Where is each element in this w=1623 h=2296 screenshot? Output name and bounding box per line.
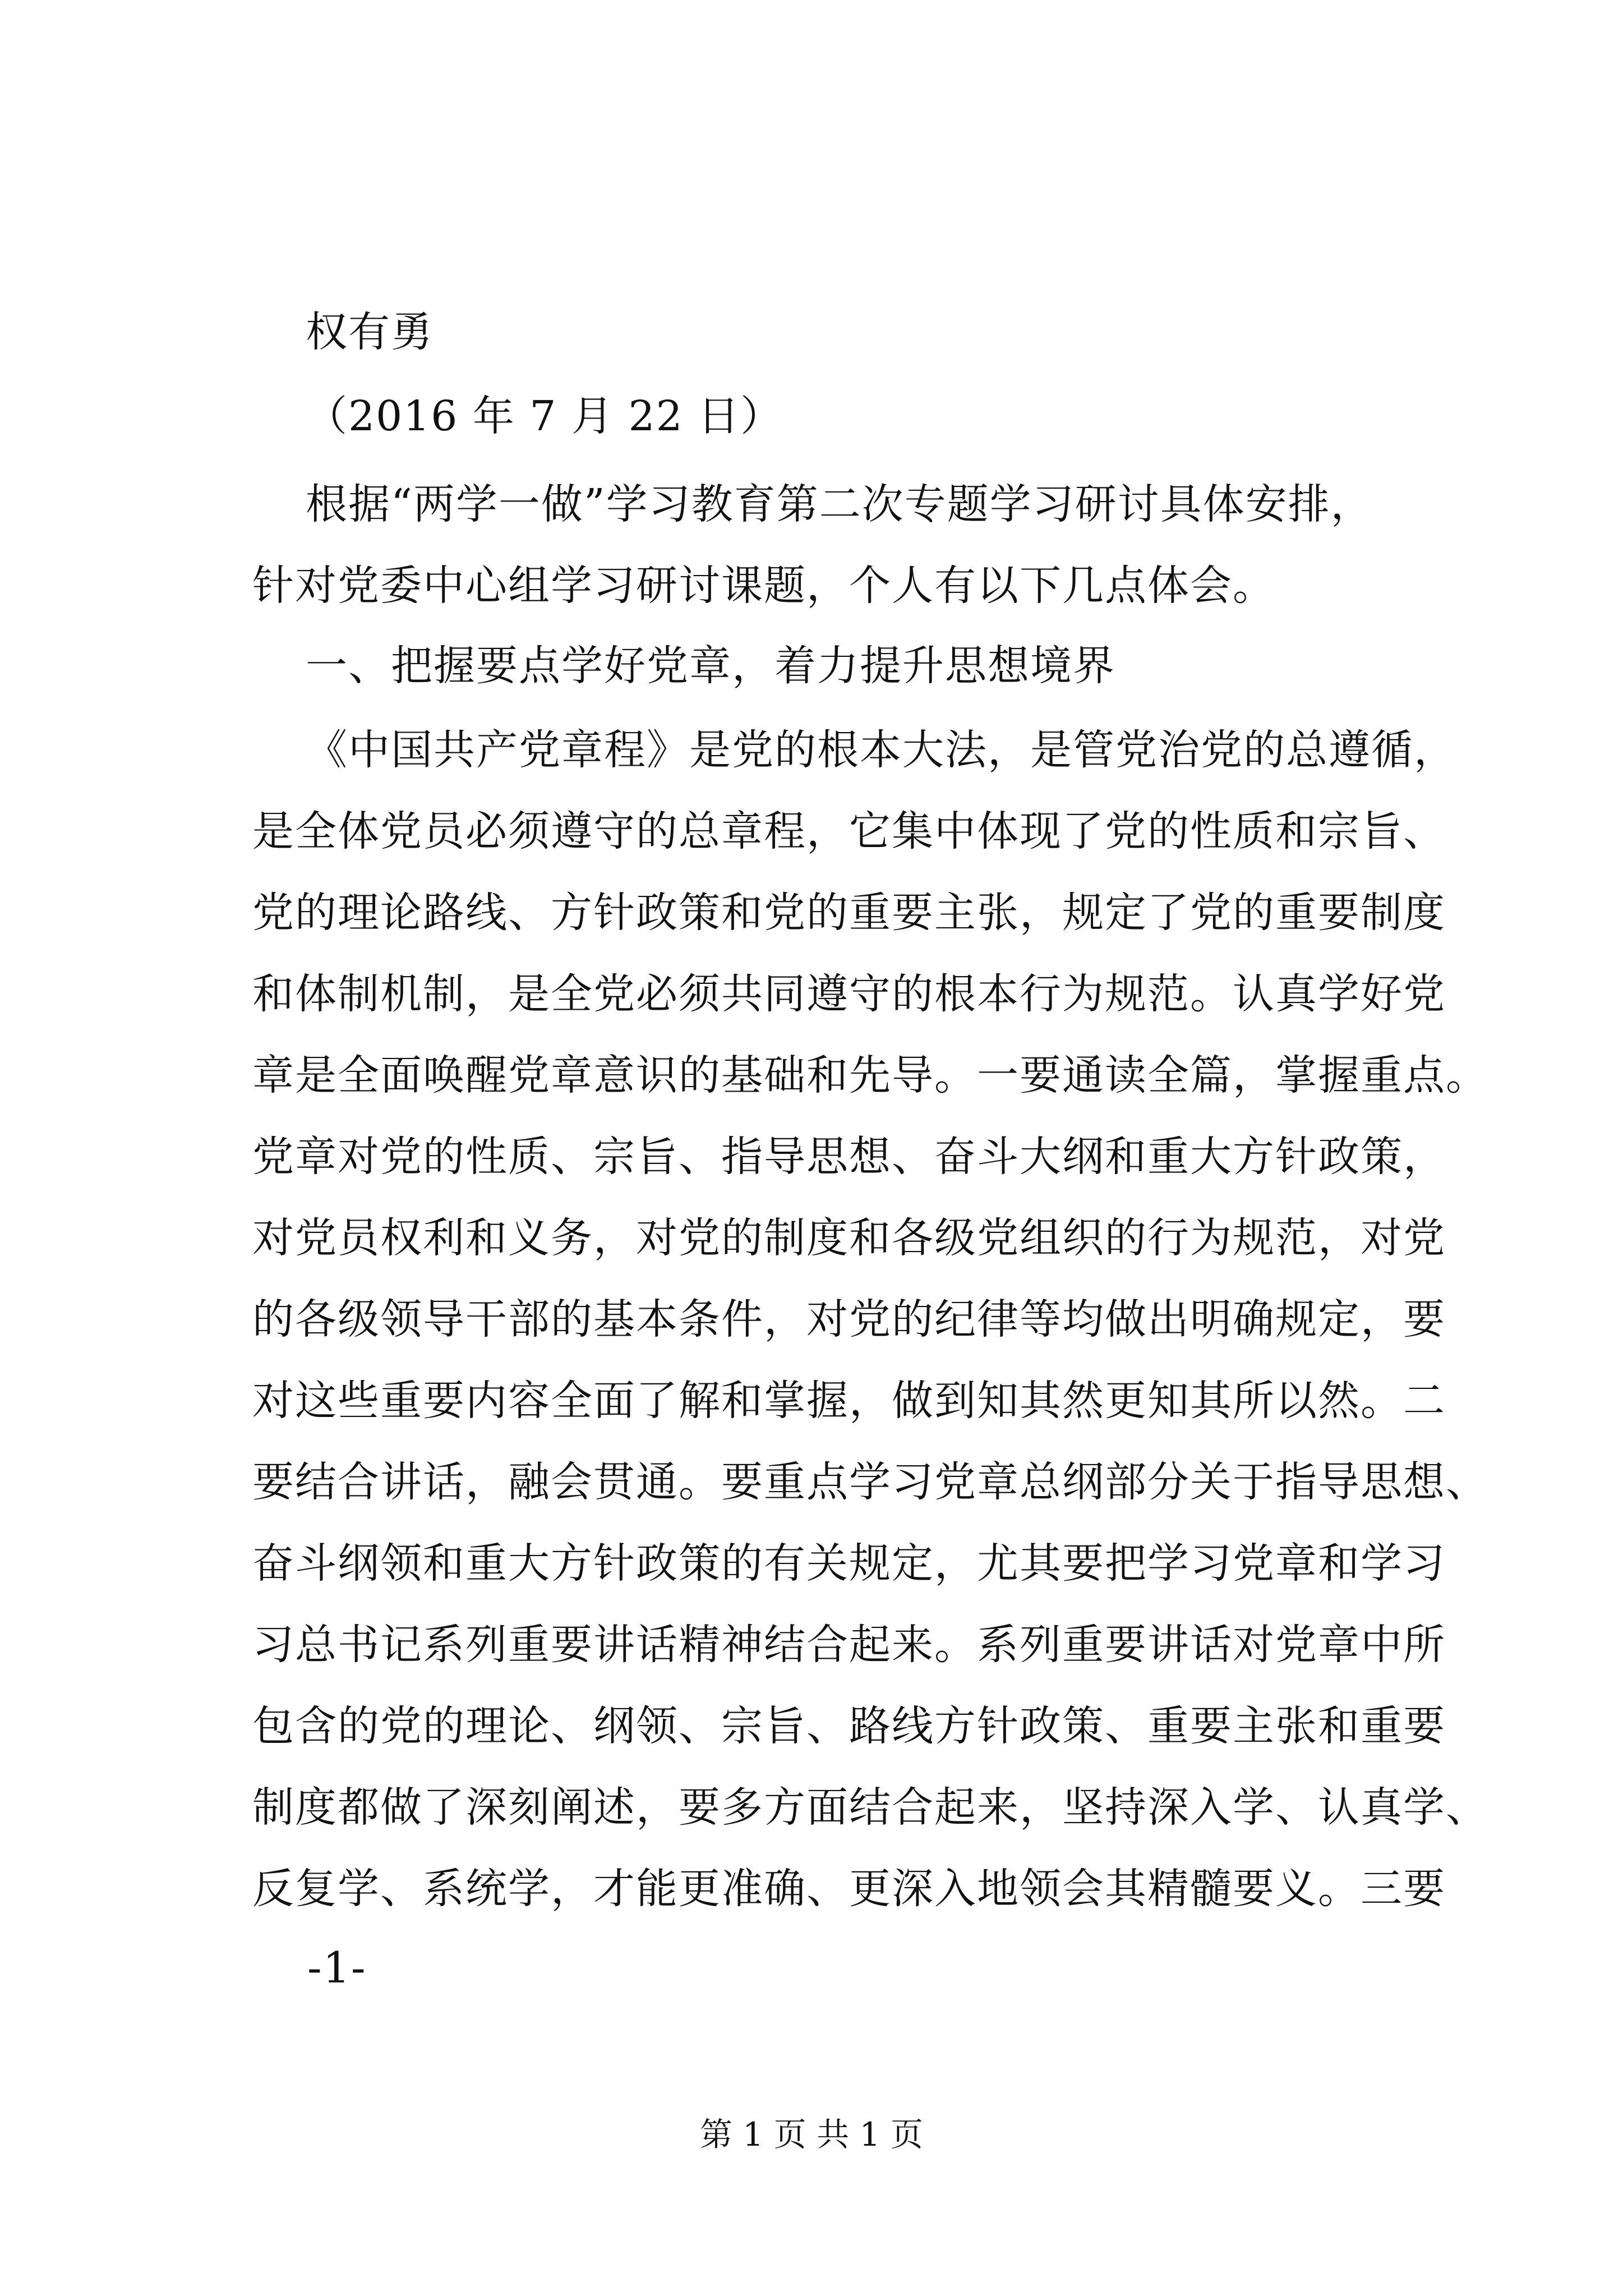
author-name: 权有勇 <box>306 308 434 356</box>
paragraph-line: 针对党委中心组学习研讨课题，个人有以下几点体会。 <box>252 562 1275 610</box>
paragraph-line: 党的理论路线、方针政策和党的重要主张，规定了党的重要制度 <box>252 889 1446 937</box>
paragraph-line: 党章对党的性质、宗旨、指导思想、奋斗大纲和重大方针政策， <box>252 1133 1446 1181</box>
paragraph-line: 习总书记系列重要讲话精神结合起来。系列重要讲话对党章中所 <box>252 1621 1446 1669</box>
paragraph-line: 根据“两学一做”学习教育第二次专题学习研讨具体安排， <box>306 480 1373 528</box>
paragraph-line: 要结合讲话，融会贯通。要重点学习党章总纲部分关于指导思想、 <box>252 1458 1488 1506</box>
paragraph-line: 章是全面唤醒党章意识的基础和先导。一要通读全篇，掌握重点。 <box>252 1051 1488 1099</box>
paragraph-line: 包含的党的理论、纲领、宗旨、路线方针政策、重要主张和重要 <box>252 1702 1446 1750</box>
section-heading: 一、把握要点学好党章，着力提升思想境界 <box>306 642 1115 690</box>
paragraph-line: 对党员权利和义务，对党的制度和各级党组织的行为规范，对党 <box>252 1214 1446 1262</box>
paragraph-line: 和体制机制，是全党必须共同遵守的根本行为规范。认真学好党 <box>252 970 1446 1018</box>
paragraph-line: 制度都做了深刻阐述，要多方面结合起来，坚持深入学、认真学、 <box>252 1783 1488 1832</box>
paragraph-line: 奋斗纲领和重大方针政策的有关规定，尤其要把学习党章和学习 <box>252 1539 1446 1588</box>
document-date: （2016 年 7 月 22 日） <box>306 392 783 440</box>
paragraph-line: 反复学、系统学，才能更准确、更深入地领会其精髓要义。三要 <box>252 1865 1446 1913</box>
paragraph-line: 的各级领导干部的基本条件，对党的纪律等均做出明确规定，要 <box>252 1295 1446 1343</box>
paragraph-line: 《中国共产党章程》是党的根本大法，是管党治党的总遵循， <box>306 726 1456 774</box>
page-number: -1- <box>307 1943 367 1993</box>
paragraph-line: 对这些重要内容全面了解和掌握，做到知其然更知其所以然。二 <box>252 1377 1446 1425</box>
page-footer: 第 1 页 共 1 页 <box>700 2115 923 2154</box>
paragraph-line: 是全体党员必须遵守的总章程，它集中体现了党的性质和宗旨、 <box>252 807 1446 855</box>
